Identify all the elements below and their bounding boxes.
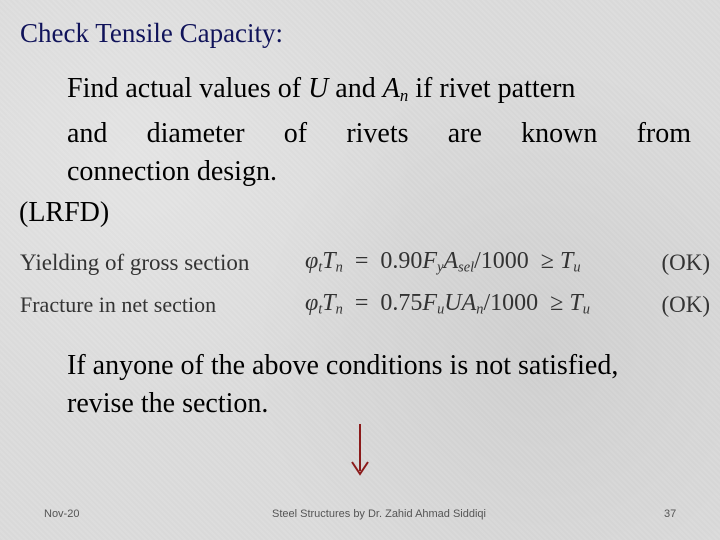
subscript: u	[573, 259, 581, 276]
symbol-A: A	[461, 290, 477, 316]
subscript: sel	[458, 259, 475, 276]
down-arrow-icon	[348, 424, 372, 476]
symbol-F: F	[422, 248, 438, 274]
symbol-T: T	[559, 248, 574, 274]
subscript: u	[582, 301, 590, 318]
divisor: /1000	[474, 248, 529, 274]
equation-label: Fracture in net section	[20, 292, 217, 317]
subscript: y	[437, 259, 444, 276]
equation-formula	[305, 248, 581, 277]
text-segment: and	[328, 73, 383, 104]
subscript: n	[335, 301, 343, 318]
method-label: (LRFD)	[19, 197, 110, 228]
symbol-T: T	[322, 290, 336, 316]
symbol-T: T	[569, 290, 583, 316]
coefficient: 0.75	[380, 290, 423, 316]
symbol-phi: φ	[305, 248, 319, 274]
symbol-A: A	[443, 248, 459, 274]
geq-sign: ≥	[540, 248, 554, 274]
footer-page-number: 37	[664, 508, 677, 520]
symbol-U: U	[444, 290, 462, 316]
equation-yielding	[20, 246, 710, 280]
geq-sign: ≥	[550, 290, 564, 316]
footer-author: Steel Structures by Dr. Zahid Ahmad Siddiqi	[272, 508, 486, 520]
equals-sign: =	[354, 290, 369, 316]
footer-date: Nov-20	[44, 508, 80, 520]
subscript: t	[318, 259, 323, 276]
text-segment: Find actual values of	[67, 73, 309, 104]
subscript: u	[437, 301, 445, 318]
equals-sign: =	[354, 248, 369, 274]
status-ok: (OK)	[661, 292, 710, 317]
paragraph-line-1	[67, 70, 691, 115]
paragraph-find-values	[67, 70, 691, 191]
symbol-T: T	[322, 248, 336, 274]
equation-formula	[305, 290, 590, 319]
paragraph-line-3: connection design.	[67, 156, 277, 188]
coefficient: 0.90	[380, 248, 423, 274]
paragraph-line-2: and diameter of rivets are known from	[67, 118, 691, 150]
subscript: n	[335, 259, 343, 276]
equation-label: Yielding of gross section	[20, 250, 250, 275]
status-ok: (OK)	[661, 250, 710, 275]
subscript: t	[318, 301, 323, 318]
symbol-A: A	[382, 73, 400, 104]
slide-title: Check Tensile Capacity:	[20, 18, 284, 48]
symbol-subscript-n: n	[399, 86, 409, 106]
divisor: /1000	[483, 290, 539, 316]
text-segment: if rivet pattern	[408, 73, 576, 104]
subscript: n	[476, 301, 484, 318]
symbol-phi: φ	[305, 290, 319, 316]
paragraph-line-1: If anyone of the above conditions is not satisfied,	[67, 350, 619, 381]
paragraph-line-2: revise the section.	[67, 388, 269, 419]
symbol-U: U	[308, 73, 329, 104]
symbol-F: F	[422, 290, 438, 316]
paragraph-revise	[67, 347, 691, 423]
equation-fracture	[20, 288, 710, 322]
